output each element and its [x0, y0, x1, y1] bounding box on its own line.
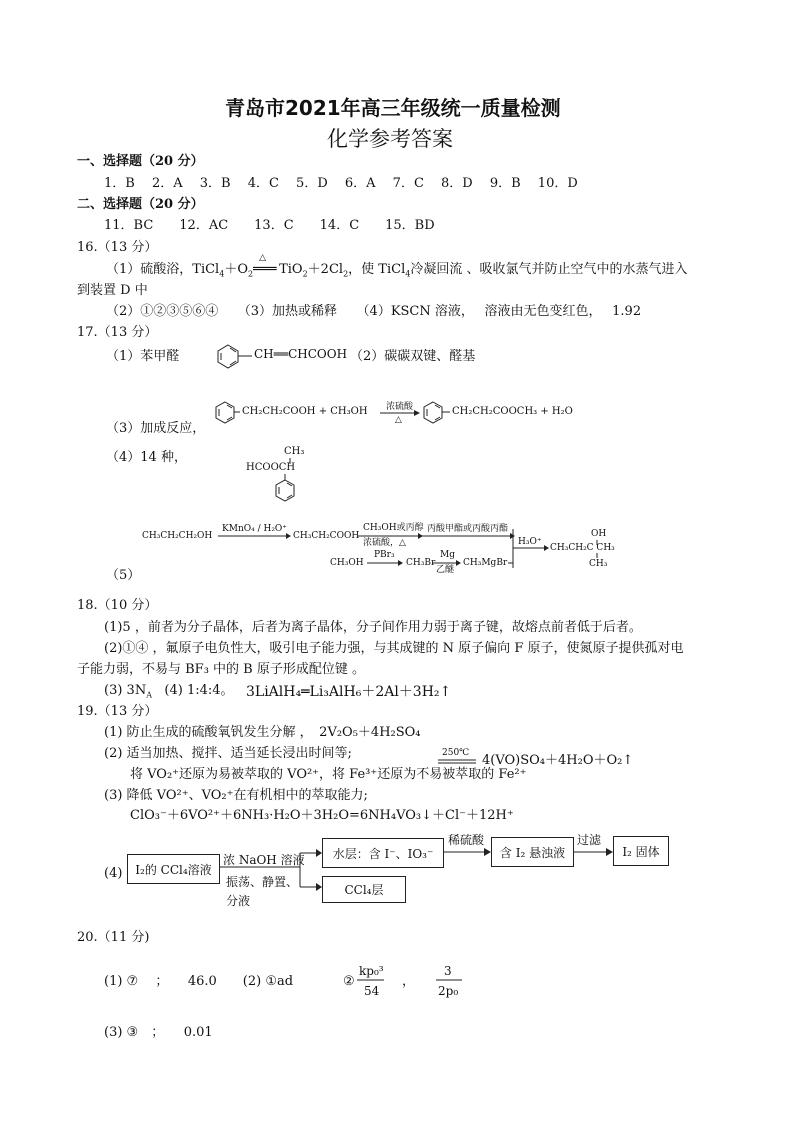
flow-label: 稀硫酸	[448, 833, 485, 847]
flow-box: CCl₄层	[322, 876, 406, 903]
answer-text: (3) $3N_A$ (4) 1:4:4。	[104, 683, 234, 700]
equation: 3LiAlH₄═Li₃AlH₆＋2Al＋3H₂↑	[246, 684, 452, 700]
answers-line: 11．BC 12．AC 13．C 14．C 15．BD	[104, 218, 435, 233]
answer-text: (1) 防止生成的硫酸氧钒发生分解 ， 2V₂O₅＋4H₂SO₄	[104, 725, 421, 740]
structure-label: OH	[591, 529, 607, 539]
synthesis-step: CH₃MgBr	[463, 558, 508, 568]
structure-label: HCOOCH	[246, 462, 296, 473]
answer-text: (2) 适当加热、搅拌、适当延长浸出时间等;	[104, 746, 352, 761]
benzene-ring-icon	[276, 480, 294, 501]
answer-text: (4)	[104, 866, 123, 881]
synthesis-reagent: 乙醚	[436, 565, 455, 575]
reaction-condition: 250℃	[442, 748, 470, 758]
benzene-ring-icon	[424, 402, 450, 423]
answer-text: ②	[343, 974, 355, 989]
answer-text: （2）碳碳双键、醛基	[350, 349, 476, 364]
section-heading: 二、选择题（20 分）	[77, 197, 204, 212]
synthesis-reagent: Mg	[440, 550, 455, 560]
synthesis-reagent: PBr₃	[374, 550, 395, 560]
flow-box: I₂的 CCl₄溶液	[127, 854, 220, 884]
chemical-structure: CH══CHCOOH	[254, 347, 348, 361]
flow-label: 浓 NaOH 溶液	[223, 853, 305, 867]
benzene-ring-icon	[218, 345, 252, 368]
reaction-left: CH₂CH₂COOH + CH₃OH	[242, 406, 368, 417]
answer-text: 将 VO₂⁺还原为易被萃取的 VO²⁺，将 Fe³⁺还原为不易被萃取的 Fe²⁺	[130, 767, 527, 782]
answer-text: 到装置 D 中	[77, 283, 148, 298]
reaction-condition: △	[395, 415, 402, 425]
synthesis-reagent: KMnO₄ / H₂O⁺	[222, 524, 288, 534]
answer-text: (3) ③ ； 0.01	[104, 1025, 213, 1040]
question-heading: 16.（13 分）	[77, 240, 158, 255]
fraction-denominator: 54	[364, 984, 380, 998]
fraction-denominator: 2p₀	[438, 984, 459, 998]
synthesis-reagent: CH₃OH或丙醇	[363, 523, 424, 533]
fraction-numerator: 3	[444, 964, 452, 978]
synthesis-reagent: H₃O⁺	[518, 537, 542, 547]
synthesis-reagent: 丙酸甲酯或丙酸丙酯	[427, 524, 509, 534]
flow-label: 过滤	[577, 833, 602, 847]
answers-line: 1．B 2．A 3．B 4．C 5．D 6．A 7．C 8．D 9．B 10．D	[104, 176, 578, 191]
answer-text: (1) ⑦ ； 46.0 (2) ①ad	[104, 974, 294, 989]
synthesis-step: CH₃OH	[330, 558, 364, 568]
flow-box: I₂ 固体	[613, 836, 669, 866]
answer-text: (3) 降低 VO²⁺、VO₂⁺在有机相中的萃取能力;	[104, 788, 368, 803]
flow-box: 水层：含 I⁻、IO₃⁻	[322, 838, 444, 868]
benzene-ring-icon	[216, 402, 240, 423]
synthesis-step: CH₃CH₂CH₂OH	[142, 531, 213, 541]
structure-label: CH₃	[284, 446, 305, 457]
reaction-right: CH₂CH₂COOCH₃ + H₂O	[452, 406, 573, 417]
synthesis-reagent: 浓硫酸，△	[363, 538, 406, 548]
answer-text: （1）硫酸浴，$TiCl_4+O_2$ △ ═══ $TiO_2+2Cl_2$，使 TiCl$_4$冷凝回流 、吸收氯气并防止空气中的水蒸气进入	[106, 253, 688, 279]
answer-text: 子能力弱，不易与 BF₃ 中的 B 原子形成配位键 。	[77, 662, 365, 677]
answer-text: ClO₃⁻＋6VO²⁺＋6NH₃·H₂O＋3H₂O=6NH₄VO₃↓＋Cl⁻＋12H⁺	[130, 808, 514, 823]
page-title: 青岛市2021年高三年级统一质量检测	[225, 96, 561, 120]
flow-box: 含 I₂ 悬浊液	[491, 837, 574, 867]
reaction-condition: 浓硫酸	[386, 402, 414, 412]
question-heading: 17.（13 分）	[77, 325, 158, 340]
question-heading: 19.（13 分）	[77, 704, 158, 719]
question-heading: 18.（10 分）	[77, 598, 158, 613]
answer-text: 4(VO)SO₄＋4H₂O＋O₂↑	[482, 753, 634, 768]
flow-label: 振荡、静置、	[226, 875, 299, 889]
synthesis-step: CH₃CH₂COOH	[293, 531, 360, 541]
answer-text: （5）	[106, 568, 141, 583]
answer-text: ，	[402, 974, 416, 989]
flow-label: 分液	[226, 894, 251, 908]
answer-text: (2)①④ ，氟原子电负性大，吸引电子能力强，与其成键的 N 原子偏向 F 原子，使氮原子提供孤对电	[104, 641, 684, 656]
answer-text: （1）苯甲醛	[106, 349, 180, 364]
section-heading: 一、选择题（20 分）	[77, 154, 204, 169]
answer-text: （3）加成反应，	[106, 421, 206, 436]
synthesis-step: CH₃Br	[406, 558, 436, 568]
answer-text: （2）①②③⑤⑥④ （3）加热或稀释 （4）KSCN 溶液， 溶液由无色变红色， 1.92	[106, 304, 642, 319]
answer-text: (1)5 ，前者为分子晶体，后者为离子晶体，分子间作用力弱于离子键，故熔点前者低于后者。	[104, 620, 642, 635]
question-heading: 20.（11 分)	[77, 930, 150, 945]
structure-label: CH₃	[589, 559, 608, 569]
synthesis-product: CH₃CH₂C CH₃	[550, 543, 615, 553]
answer-text: （4）14 种，	[106, 450, 187, 465]
page-subtitle: 化学参考答案	[327, 127, 453, 151]
fraction-numerator: kp₀³	[359, 964, 384, 978]
